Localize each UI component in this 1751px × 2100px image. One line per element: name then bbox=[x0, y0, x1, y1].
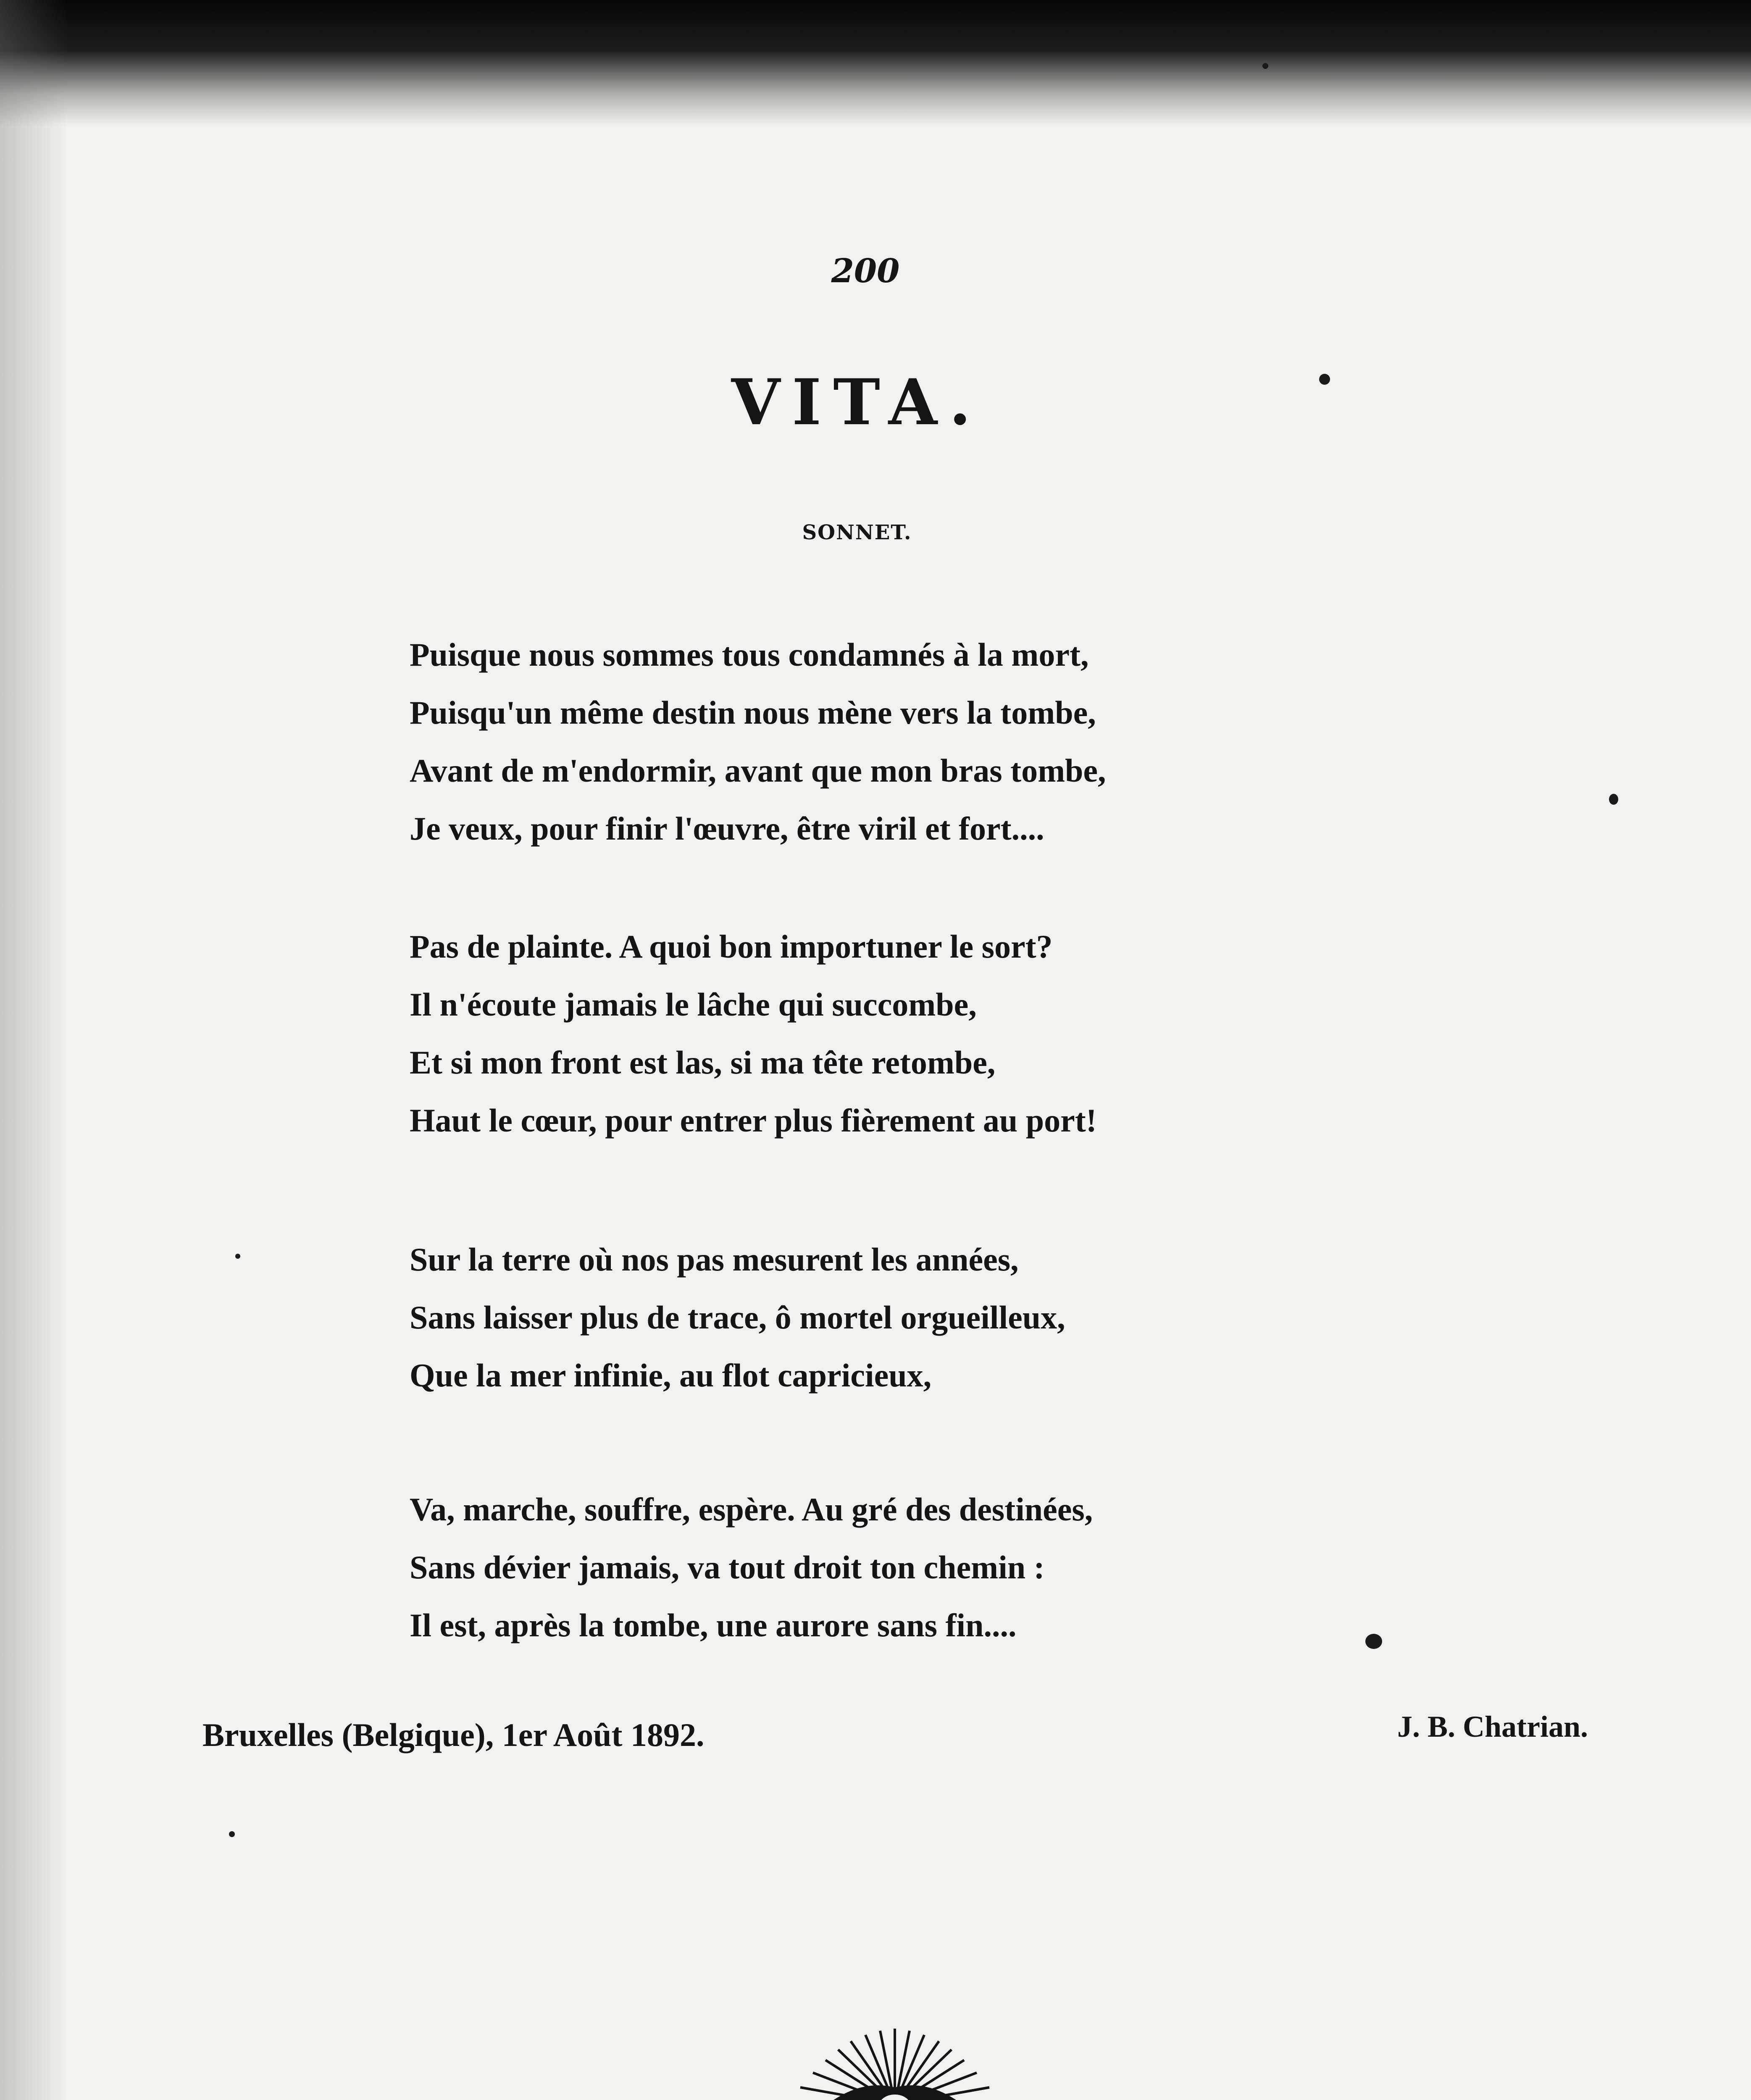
page-number: 200 bbox=[831, 252, 900, 290]
verse-line: Puisque nous sommes tous condamnés à la mort, bbox=[410, 636, 1089, 673]
verse-line: Puisqu'un même destin nous mène vers la tombe, bbox=[410, 694, 1096, 731]
verse-line: Et si mon front est las, si ma tête retombe, bbox=[410, 1044, 996, 1081]
author-signature: J. B. Chatrian. bbox=[1397, 1710, 1588, 1743]
verse-line: Je veux, pour finir l'œuvre, être viril et fort.... bbox=[410, 810, 1044, 847]
ink-speck bbox=[1365, 1634, 1382, 1649]
verse-line: Sans laisser plus de trace, ô mortel orgueilleux, bbox=[410, 1299, 1065, 1336]
verse-line: Il n'écoute jamais le lâche qui succombe, bbox=[410, 986, 977, 1023]
verse-line: Que la mer infinie, au flot capricieux, bbox=[410, 1357, 932, 1394]
verse-line: Haut le cœur, pour entrer plus fièrement au port! bbox=[410, 1102, 1097, 1139]
verse-line: Il est, après la tombe, une aurore sans fin.... bbox=[410, 1607, 1017, 1643]
poem-subtitle: SONNET. bbox=[802, 521, 912, 544]
verse-line: Avant de m'endormir, avant que mon bras tombe, bbox=[410, 752, 1106, 789]
verse-line: Pas de plainte. A quoi bon importuner le sort? bbox=[410, 928, 1053, 965]
poem-title: VITA. bbox=[731, 365, 983, 439]
scan-left-shade bbox=[0, 0, 67, 2100]
sunburst-fleuron-icon bbox=[790, 2024, 1000, 2100]
verse-line: Va, marche, souffre, espère. Au gré des destinées, bbox=[410, 1491, 1093, 1528]
place-date: Bruxelles (Belgique), 1er Août 1892. bbox=[202, 1717, 705, 1753]
stanza-3 bbox=[410, 1231, 1670, 1404]
stanza-4 bbox=[410, 1480, 1670, 1654]
scan-top-shadow bbox=[0, 0, 1751, 126]
stanza-2 bbox=[410, 918, 1670, 1150]
ink-speck bbox=[1262, 63, 1268, 69]
verse-line: Sans dévier jamais, va tout droit ton chemin : bbox=[410, 1549, 1045, 1586]
ink-speck bbox=[1319, 374, 1330, 385]
stanza-1 bbox=[410, 626, 1670, 858]
verse-line: Sur la terre où nos pas mesurent les années, bbox=[410, 1241, 1019, 1278]
ink-speck bbox=[229, 1831, 235, 1837]
ink-speck bbox=[1609, 794, 1618, 805]
ink-speck bbox=[235, 1254, 240, 1259]
